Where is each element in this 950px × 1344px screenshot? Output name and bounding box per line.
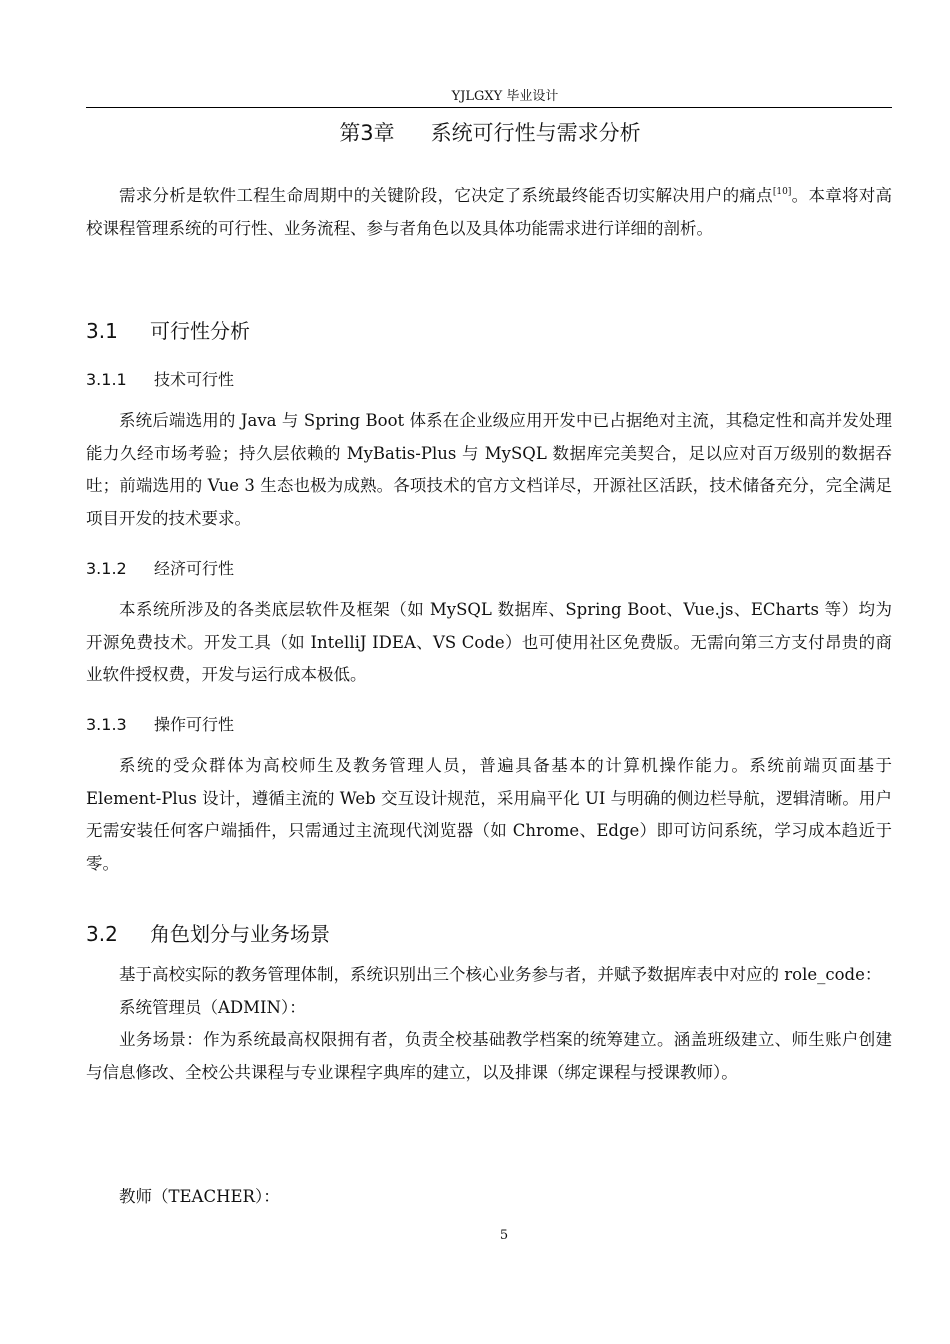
subsection-number: 3.1.1 xyxy=(86,370,127,389)
subsection-number: 3.1.2 xyxy=(86,559,127,578)
citation-ref: [10] xyxy=(772,187,792,197)
running-header: YJLGXY 毕业设计 xyxy=(451,89,559,104)
paragraph-economic-text: 本系统所涉及的各类底层软件及框架（如 MySQL 数据库、Spring Boot、Vue.js、ECharts 等）均为开源免费技术。开发工具（如 IntelliJ IDEA、VS Code）也可使用社区免费版。无需向第三方支付昂贵的商业软件授权费，开发与运行成本极低。 xyxy=(86,600,892,684)
subsection-heading-3-1-2 xyxy=(86,557,234,581)
section-title: 角色划分与业务场景 xyxy=(150,922,330,946)
subsection-title: 经济可行性 xyxy=(154,559,235,578)
paragraph-roles-intro: 基于高校实际的教务管理体制，系统识别出三个核心业务参与者，并赋予数据库表中对应的 role_code： xyxy=(119,965,882,984)
section-number: 3.1 xyxy=(86,319,118,343)
chapter-heading xyxy=(0,117,950,149)
paragraph-operational-text: 系统的受众群体为高校师生及教务管理人员，普遍具备基本的计算机操作能力。系统前端页面基于 Element-Plus 设计，遵循主流的 Web 交互设计规范，采用扁平化 UI 与明确的侧边栏导航，逻辑清晰。用户无需安装任何客户端插件，只需通过主流现代浏览器（如 Chrome、Edge）即可访问系统，学习成本趋近于零。 xyxy=(86,756,892,873)
teacher-role-block xyxy=(86,1181,892,1214)
header-divider xyxy=(86,107,892,108)
section-heading-3-1 xyxy=(86,316,250,346)
section-title: 可行性分析 xyxy=(150,319,250,343)
subsection-heading-3-1-1 xyxy=(86,368,234,392)
paragraph-economic xyxy=(86,594,892,692)
teacher-role-label: 教师（TEACHER）： xyxy=(119,1187,280,1206)
intro-paragraph xyxy=(86,180,892,245)
subsection-number: 3.1.3 xyxy=(86,715,127,734)
intro-text-2: 。本章将对高校课程管理系统的可行性、业务流程、参与者角色以及具体功能需求进行详细的剖析。 xyxy=(86,186,893,238)
section-heading-3-2 xyxy=(86,919,330,949)
admin-scene-text: 业务场景：作为系统最高权限拥有者，负责全校基础教学档案的统筹建立。涵盖班级建立、师生账户创建与信息修改、全校公共课程与专业课程字典库的建立，以及排课（绑定课程与授课教师）。 xyxy=(86,1030,892,1082)
chapter-title: 系统可行性与需求分析 xyxy=(430,121,641,145)
paragraph-operational xyxy=(86,750,892,880)
paragraph-technical-text: 系统后端选用的 Java 与 Spring Boot 体系在企业级应用开发中已占据绝对主流，其稳定性和高并发处理能力久经市场考验；持久层依赖的 MyBatis-Plus 与 MySQL 数据库完美契合，足以应对百万级别的数据吞吐；前端选用的 Vue 3 生态也极为成熟。各项技术的官方文档详尽，开源社区活跃，技术储备充分，完全满足项目开发的技术要求。 xyxy=(86,411,892,528)
section-number: 3.2 xyxy=(86,922,118,946)
page-number: 5 xyxy=(499,1228,509,1243)
subsection-title: 技术可行性 xyxy=(154,370,235,389)
paragraph-technical xyxy=(86,405,892,535)
subsection-title: 操作可行性 xyxy=(154,715,235,734)
chapter-number: 第3章 xyxy=(339,121,395,145)
paragraph-roles xyxy=(86,959,892,1089)
admin-role-label: 系统管理员（ADMIN）： xyxy=(119,997,306,1017)
subsection-heading-3-1-3 xyxy=(86,713,234,737)
intro-text: 需求分析是软件工程生命周期中的关键阶段，它决定了系统最终能否切实解决用户的痛点 xyxy=(119,186,773,205)
